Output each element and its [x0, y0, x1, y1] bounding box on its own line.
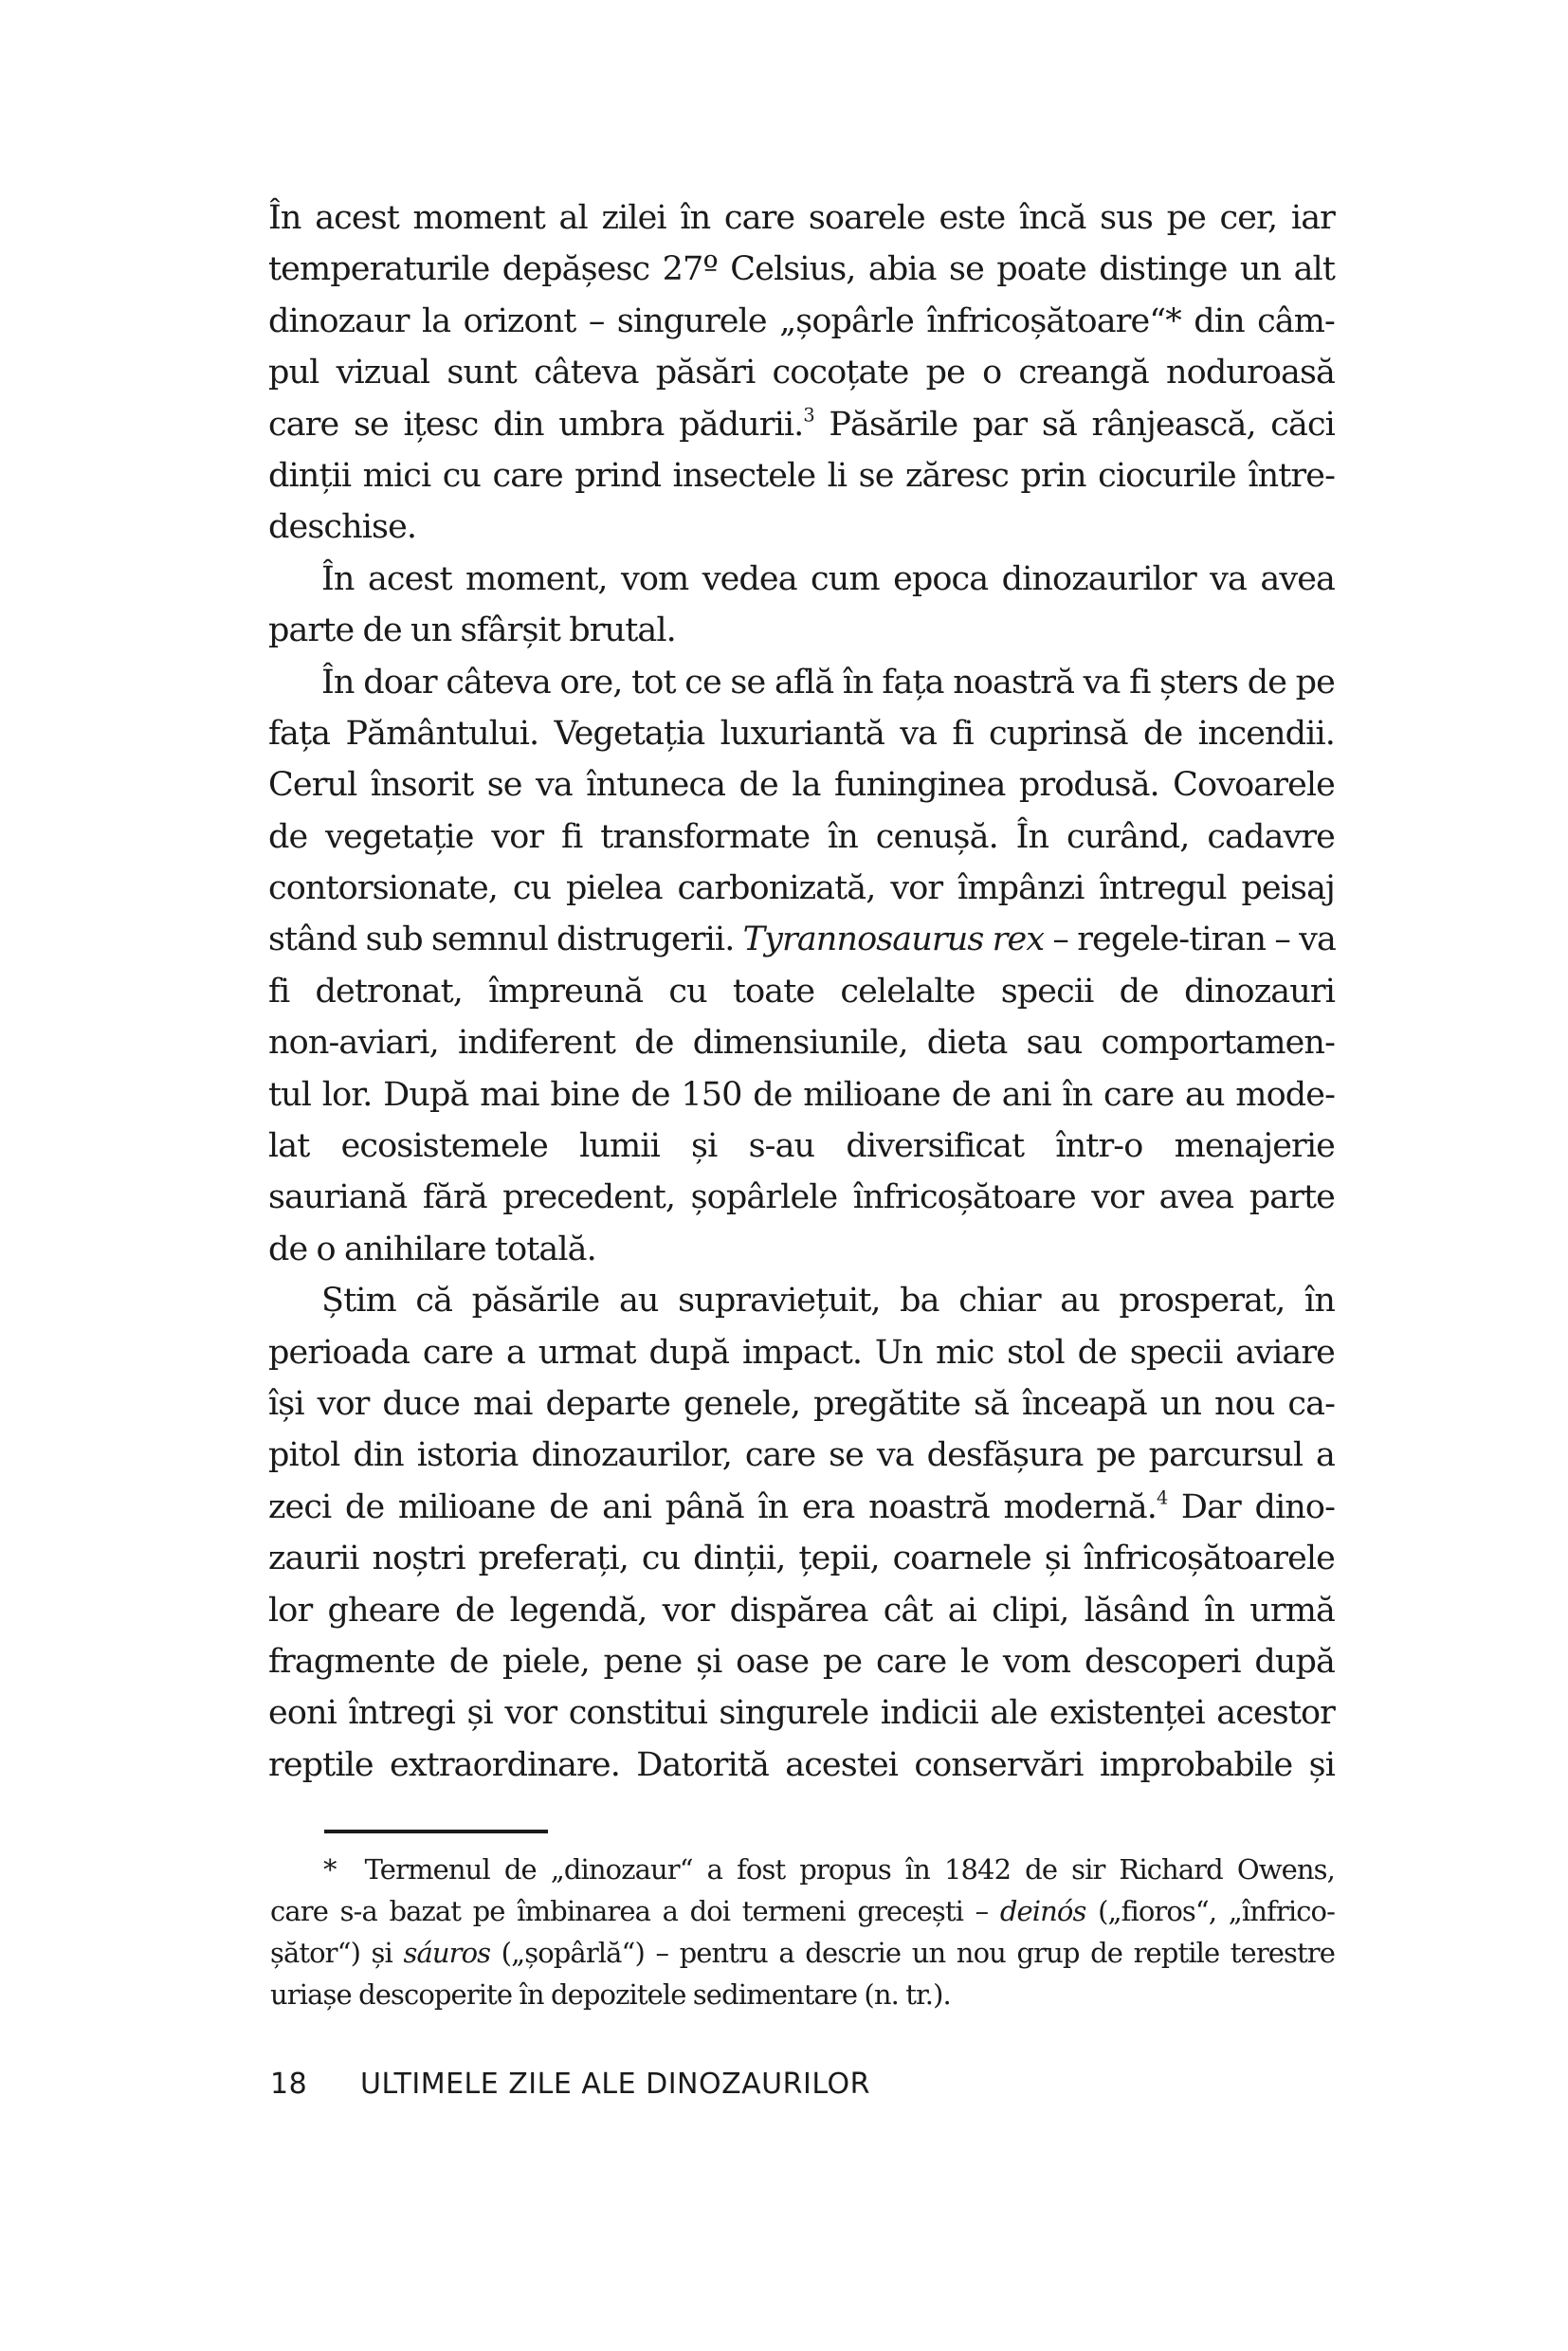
text-line: fața Pământului. Vegetația luxuriantă va fi cuprinsă de incendii. — [268, 714, 1335, 753]
text-line: de vegetație vor fi transformate în cenușă. În curând, cadavre — [268, 817, 1335, 856]
text-line: fragmente de piele, pene și oase pe care le vom descoperi după — [268, 1642, 1335, 1681]
footnote-separator — [324, 1830, 548, 1833]
text-line: stând sub semnul distrugerii. Tyrannosaurus rex – regele-tiran – va — [268, 920, 1336, 959]
footnote-line: șător“) și sáuros („șopârlă“) – pentru a descrie un nou grup de reptile terestre — [270, 1937, 1335, 1969]
text-line: În doar câteva ore, tot ce se află în fața noastră va fi șters de pe — [321, 663, 1335, 702]
text-line: perioada care a urmat după impact. Un mic stol de specii aviare — [268, 1333, 1335, 1372]
text-line: care se ițesc din umbra pădurii.$^3$ Păsările par să rânjească, căci — [268, 404, 1335, 444]
text-line: zaurii noștri preferați, cu dinții, țepii, coarnele și înfricoșătoarele — [268, 1540, 1335, 1578]
text-line: fi detronat, împreună cu toate celelalte specii de dinozauri — [268, 972, 1335, 1011]
text-line: Cerul însorit se va întuneca de la funinginea produsă. Covoarele — [268, 766, 1335, 805]
text-line: pitol din istoria dinozaurilor, care se va desfășura pe parcursul a — [268, 1436, 1335, 1475]
body-text — [268, 192, 1335, 1791]
species-name: Tyrannosaurus rex — [742, 920, 1045, 959]
text-line: temperaturile depășesc 27º Celsius, abia se poate distinge un alt — [268, 250, 1335, 289]
footnote-line: care s-a bazat pe îmbinarea a doi termeni grecești – deinós („fioros“, „înfrico- — [270, 1895, 1335, 1927]
running-title: ULTIMELE ZILE ALE DINOZAURILOR — [360, 2068, 870, 2101]
text-line: non-aviari, indiferent de dimensiunile, dieta sau comportamen- — [268, 1024, 1335, 1063]
text-line: parte de un sfârșit brutal. — [268, 611, 676, 650]
footnote-line: * Termenul de „dinozaur“ a fost propus în 1842 de sir Richard Owens, — [323, 1853, 1335, 1886]
text-line: contorsionate, cu pielea carbonizată, vor împânzi întregul peisaj — [268, 869, 1335, 908]
text-line: își vor duce mai departe genele, pregătite să înceapă un nou ca- — [268, 1384, 1335, 1423]
text-line: În acest moment al zilei în care soarele este încă sus pe cer, iar — [268, 199, 1335, 237]
footnote-ref: 3 — [803, 404, 814, 427]
text-line: pul vizual sunt câteva păsări cocoțate pe o creangă noduroasă — [268, 354, 1335, 392]
footnote-line: uriașe descoperite în depozitele sedimentare (n. tr.). — [270, 1978, 951, 2011]
text-line: tul lor. După mai bine de 150 de milioane de ani în care au mode- — [268, 1075, 1335, 1114]
footnote — [270, 1849, 1335, 2015]
text-line: dinozaur la orizont – singurele „șopârle înfricoșătoare“* din câm- — [268, 301, 1335, 340]
text-line: reptile extraordinare. Datorită acestei conservări improbabile și — [268, 1745, 1335, 1784]
text-line: În acest moment, vom vedea cum epoca dinozaurilor va avea — [321, 559, 1335, 598]
text-line: eoni întregi și vor constitui singurele indicii ale existenței acestor — [268, 1694, 1335, 1733]
footnote-marker: * — [323, 1853, 337, 1886]
page-footer — [270, 2068, 870, 2101]
text-line: sauriană fără precedent, șopârlele înfricoșătoare vor avea parte — [268, 1178, 1335, 1217]
text-line: zeci de milioane de ani până în era noastră modernă.$^4$ Dar dino- — [268, 1486, 1335, 1526]
text-line: deschise. — [268, 508, 417, 547]
footnote-ref: 4 — [1156, 1486, 1168, 1509]
page-number: 18 — [270, 2068, 308, 2101]
text-line: lor gheare de legendă, vor dispărea cât ai clipi, lăsând în urmă — [268, 1591, 1335, 1630]
text-line: Știm că păsările au supraviețuit, ba chiar au prosperat, în — [321, 1282, 1335, 1321]
text-line: de o anihilare totală. — [268, 1230, 596, 1268]
text-line: lat ecosistemele lumii și s-au diversificat într-o menajerie — [268, 1127, 1335, 1166]
text-line: dinții mici cu care prind insectele li se zăresc prin ciocurile între- — [268, 456, 1335, 495]
